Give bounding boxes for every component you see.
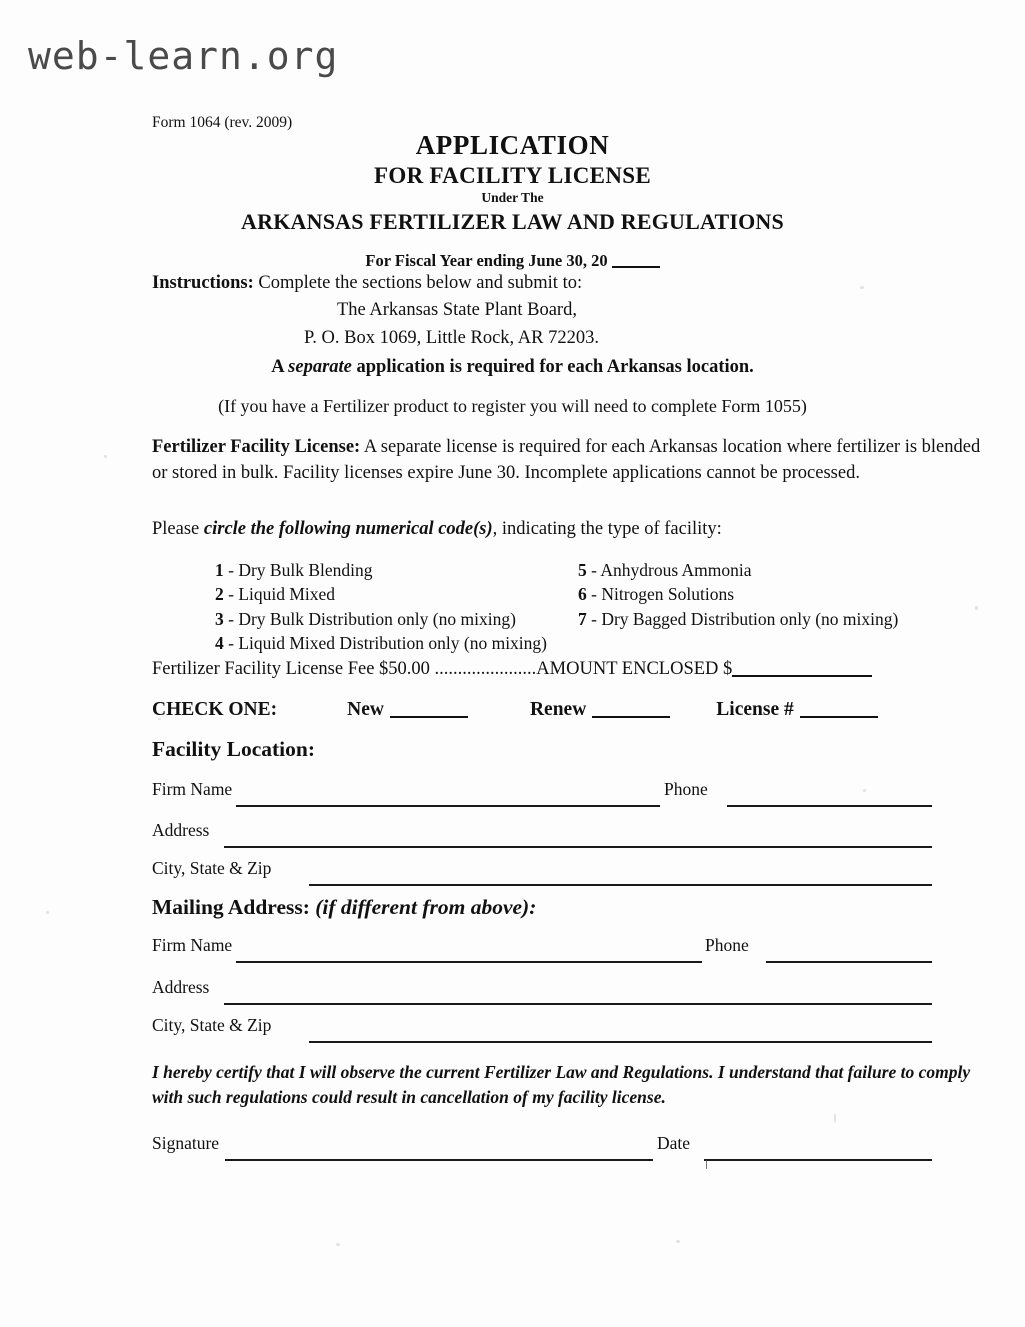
mailing-address-heading-italic: (if different from above): [309,895,537,919]
facility-address-row [152,820,942,850]
signature-field[interactable] [225,1159,653,1161]
code-label: - Nitrogen Solutions [586,584,735,605]
renew-label: Renew [529,699,587,720]
code-number: 4 [215,632,224,653]
facility-firm-name-row [152,779,942,809]
code-number: 2 [215,584,224,605]
scan-artifact [706,1160,707,1169]
title-facility-license: FOR FACILITY LICENSE [374,162,651,188]
code-number: 3 [215,608,224,629]
instructions-block [152,270,912,352]
new-label: New [347,699,384,720]
separate-application-notice [0,357,1025,378]
mailing-phone-field[interactable] [766,961,932,963]
instructions-line-3: P. O. Box 1069, Little Rock, AR 72203. [304,327,599,348]
facility-code-option[interactable] [215,558,547,582]
facility-phone-field[interactable] [727,805,932,807]
instructions-label: Instructions: [152,273,254,293]
code-label: - Dry Bulk Distribution only (no mixing) [223,608,516,629]
mailing-firm-name-label: Firm Name [152,935,233,955]
mailing-firm-name-field[interactable] [236,961,702,963]
certification-statement: I hereby certify that I will observe the current Fertilizer Law and Regulations. I understand that failure to comply with such regulations could result in cancellation of my facility license. [152,1062,971,1107]
fiscal-year-line [0,251,1025,271]
mailing-city-state-zip-field[interactable] [309,1041,932,1043]
circle-post: , indicating the type of facility: [492,519,722,539]
signature-label: Signature [152,1133,220,1153]
separate-pre: A [271,357,289,377]
title-arkansas-fertilizer-law: ARKANSAS FERTILIZER LAW AND REGULATIONS [241,208,784,234]
mailing-city-state-zip-row [152,1015,942,1045]
code-label: - Anhydrous Ammonia [586,560,752,580]
code-label: - Liquid Mixed [223,584,336,605]
facility-city-state-zip-row [152,858,942,888]
facility-address-label: Address [152,820,210,840]
mailing-address-field[interactable] [224,1003,932,1005]
fertilizer-facility-license-paragraph [152,434,992,487]
mailing-address-row [152,977,942,1007]
facility-code-option[interactable] [215,582,547,606]
fiscal-year-label: For Fiscal Year ending June 30, 20 [365,250,608,270]
code-number: 1 [215,560,224,580]
facility-code-option[interactable] [215,631,547,655]
facility-firm-name-field[interactable] [236,805,660,807]
facility-code-option[interactable] [578,607,898,631]
code-label: - Dry Bulk Blending [223,560,373,580]
renew-checkbox-field[interactable] [592,716,670,718]
circle-pre: Please [152,519,204,539]
instructions-line-2: The Arkansas State Plant Board, [337,300,577,321]
form-number: Form 1064 (rev. 2009) [152,114,293,131]
facility-code-option[interactable] [578,582,898,606]
title-block [0,130,1025,271]
facility-code-option[interactable] [215,607,547,631]
fee-text: Fertilizer Facility License Fee $50.00 ......................AMOUNT ENCLOSED $ [152,659,733,679]
mailing-firm-name-row [152,935,942,965]
check-one-label: CHECK ONE: [152,699,278,720]
code-label: - Dry Bagged Distribution only (no mixing) [586,608,899,629]
amount-enclosed-field[interactable] [732,675,872,677]
facility-phone-label: Phone [664,779,708,799]
code-number: 6 [578,584,587,605]
title-under-the: Under The [481,190,544,206]
license-number-field[interactable] [800,716,878,718]
code-label: - Liquid Mixed Distribution only (no mixing) [223,632,547,653]
code-number: 5 [578,560,587,580]
fee-amount-enclosed-row [152,659,872,680]
circle-codes-instruction [152,519,722,540]
new-checkbox-field[interactable] [390,716,468,718]
instructions-line-1 [152,270,912,297]
facility-city-state-zip-label: City, State & Zip [152,858,272,878]
date-label: Date [657,1133,691,1153]
mailing-address-heading [152,895,536,920]
title-application: APPLICATION [415,130,610,160]
instructions-submit-text: Complete the sections below and submit to: [258,273,583,293]
facility-city-state-zip-field[interactable] [309,884,932,886]
mailing-address-heading-bold: Mailing Address: [152,895,310,919]
facility-codes-right-column [578,558,898,631]
facility-location-heading: Facility Location: [152,737,316,761]
ffl-heading: Fertilizer Facility License: [152,437,361,457]
separate-post: application is required for each Arkansas location. [351,357,754,377]
code-number: 7 [578,608,587,629]
signature-date-row [152,1133,942,1163]
license-number-label: License # [716,699,794,720]
facility-code-list [0,558,1025,653]
date-field[interactable] [704,1159,932,1161]
form-1055-note: (If you have a Fertilizer product to register you will need to complete Form 1055) [218,396,807,416]
facility-codes-left-column [215,558,547,655]
facility-code-option[interactable] [578,558,898,582]
mailing-city-state-zip-label: City, State & Zip [152,1015,272,1035]
mailing-phone-label: Phone [705,935,749,955]
facility-address-field[interactable] [224,846,932,848]
circle-emphasis: circle the following numerical code(s) [203,519,493,539]
watermark-web-learn: web-learn.org [28,34,339,78]
separate-emphasis: separate [288,357,352,377]
mailing-address-label: Address [152,977,210,997]
check-one-row [152,699,878,721]
facility-firm-name-label: Firm Name [152,779,233,799]
ffl-body: A separate license is required for each Arkansas location where fertilizer is blended or stored in bulk. Facility licenses expire June 30. Incomplete applications cannot be processed. [152,437,981,484]
fiscal-year-blank-field[interactable] [612,266,660,268]
